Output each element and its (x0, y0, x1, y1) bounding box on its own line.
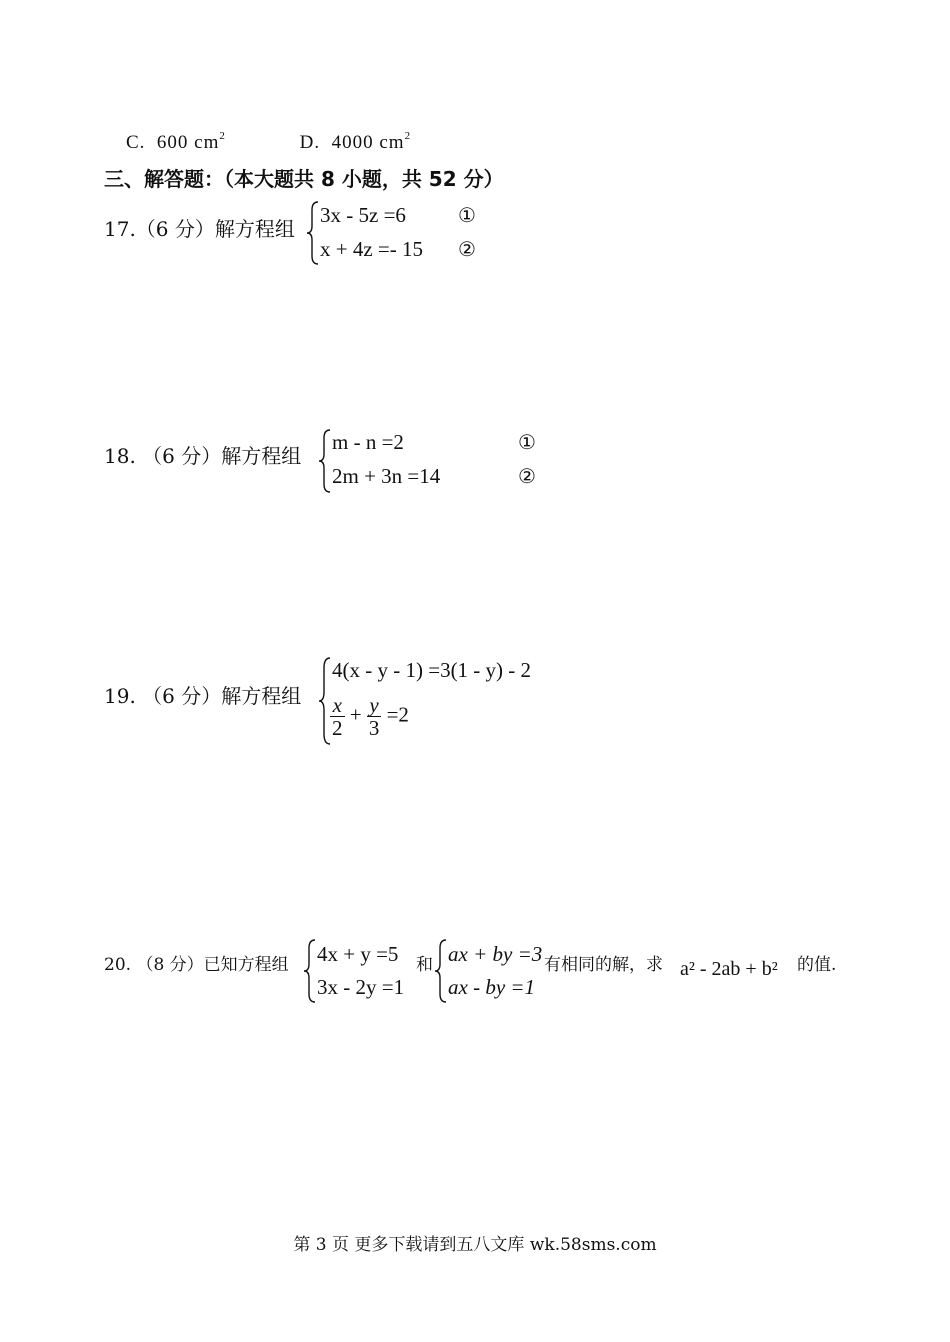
q17-mark1: ① (458, 203, 476, 227)
option-c-text: C. 600 cm (126, 132, 220, 153)
q19-eq1: 4(x - y - 1) =3(1 - y) - 2 (332, 658, 532, 682)
q19-rhs: =2 (386, 702, 409, 727)
option-c (126, 130, 226, 154)
question-17-label: 17.（6 分）解方程组 (104, 217, 295, 241)
q19-frac-x-den: 2 (332, 716, 343, 741)
q19-frac-x (330, 694, 345, 739)
question-18-label: 18. （6 分）解方程组 (104, 444, 302, 468)
q20-sys1-eq1: 4x + y =5 (317, 942, 399, 966)
option-d (300, 130, 411, 154)
q20-end: 的值. (797, 955, 837, 975)
page-footer: 第 3 页 更多下载请到五八文库 wk.58sms.com (293, 1235, 657, 1255)
question-20-label: 20. （8 分）已知方程组 (104, 955, 289, 975)
q17-mark2: ② (458, 237, 476, 261)
q18-eq1: m - n =2 (332, 430, 404, 454)
option-d-text: D. 4000 cm (299, 132, 405, 153)
q20-expr: a² - 2ab + b² (680, 958, 778, 980)
q17-brace (306, 200, 320, 266)
question-19-label: 19. （6 分）解方程组 (104, 684, 302, 708)
q20-and: 和 (416, 955, 433, 975)
section-title: 三、解答题：（本大题共 8 小题，共 52 分） (104, 167, 504, 191)
q19-frac-y-den: 3 (368, 716, 380, 741)
q18-eq2: 2m + 3n =14 (332, 464, 441, 488)
q20-sys1-eq2: 3x - 2y =1 (317, 975, 405, 999)
q18-mark2: ② (518, 464, 536, 488)
q20-brace-1 (303, 938, 317, 1004)
q19-plus: + (349, 702, 362, 727)
options-line (126, 130, 411, 154)
q19-frac-y (367, 694, 382, 739)
q17-eq2: x + 4z =- 15 (320, 237, 424, 261)
q19-frac-y-num: y (367, 694, 382, 717)
q20-sys2-eq2: ax - by =1 (448, 975, 536, 999)
option-d-exp: 2 (404, 130, 412, 142)
q19-eq2 (330, 694, 409, 739)
q20-tail: 有相同的解，求 (544, 955, 663, 975)
q19-frac-x-num: x (330, 694, 345, 717)
q20-brace-2 (434, 938, 448, 1004)
q18-brace (318, 428, 332, 494)
option-c-exp: 2 (219, 130, 226, 142)
q18-mark1: ① (518, 430, 536, 454)
q17-eq1: 3x - 5z =6 (320, 203, 406, 227)
q20-sys2-eq1: ax + by =3 (448, 942, 543, 966)
